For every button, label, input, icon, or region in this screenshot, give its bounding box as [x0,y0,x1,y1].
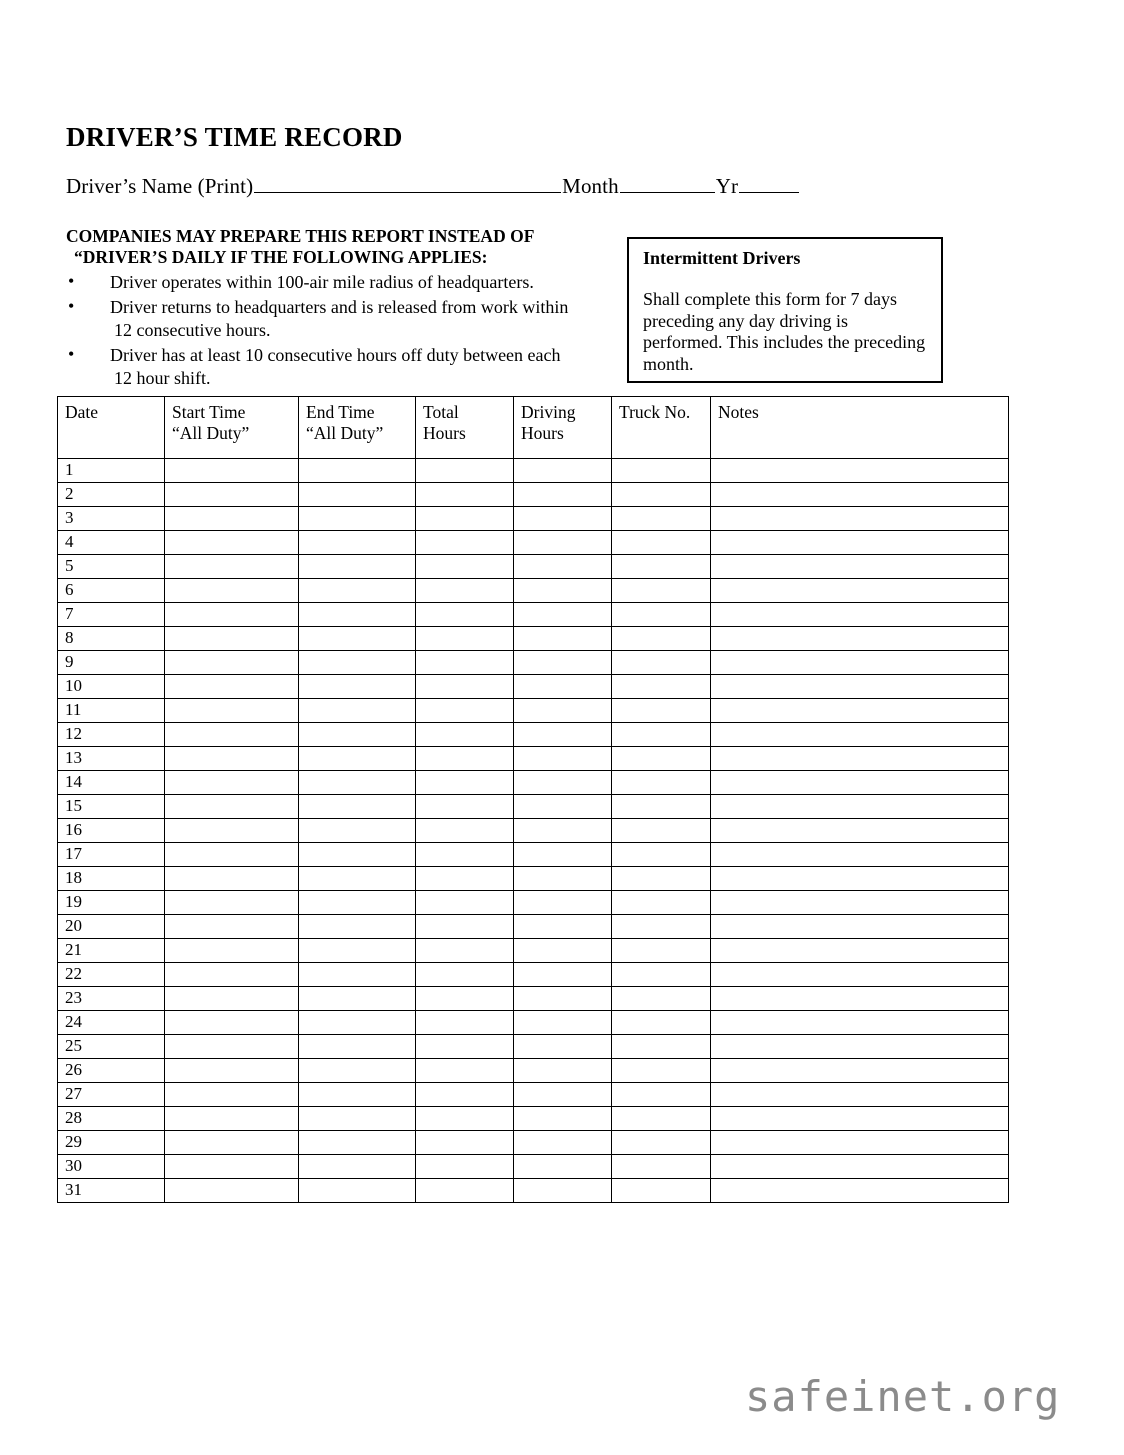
driving-hours-cell[interactable] [514,483,612,507]
driving-hours-cell[interactable] [514,939,612,963]
truck-no-cell[interactable] [612,939,711,963]
driving-hours-cell[interactable] [514,723,612,747]
bullet-text-line1: Driver operates within 100-air mile radius of headquarters. [110,272,534,292]
start-time-cell[interactable] [165,1059,299,1083]
total-hours-cell[interactable] [416,819,514,843]
column-header-sublabel: “All Duty” [172,423,250,443]
total-hours-cell[interactable] [416,1059,514,1083]
notes-cell[interactable] [711,939,1009,963]
truck-no-cell[interactable] [612,483,711,507]
intermittent-drivers-body: Shall complete this form for 7 days preceding any day driving is performed. This includes the preceding month. [643,289,926,374]
table-row [58,891,1009,915]
end-time-cell[interactable] [299,915,416,939]
truck-no-cell[interactable] [612,1011,711,1035]
start-time-cell[interactable] [165,579,299,603]
driving-hours-cell[interactable] [514,675,612,699]
driving-hours-cell[interactable] [514,579,612,603]
day-number-cell: 1 [58,459,165,483]
driving-hours-cell[interactable] [514,1131,612,1155]
total-hours-cell[interactable] [416,579,514,603]
table-row [58,723,1009,747]
start-time-cell[interactable] [165,1011,299,1035]
day-number-cell: 5 [58,555,165,579]
end-time-cell[interactable] [299,675,416,699]
list-item [66,271,596,295]
driving-hours-cell[interactable] [514,747,612,771]
table-row [58,819,1009,843]
truck-no-cell[interactable] [612,723,711,747]
total-hours-cell[interactable] [416,1179,514,1203]
bullet-text-line2: 12 hour shift. [114,368,211,388]
truck-no-cell[interactable] [612,1131,711,1155]
table-header [58,397,1009,459]
table-row [58,1011,1009,1035]
notes-cell[interactable] [711,819,1009,843]
end-time-cell[interactable] [299,459,416,483]
total-hours-cell[interactable] [416,1155,514,1179]
table-row [58,627,1009,651]
truck-no-cell[interactable] [612,1107,711,1131]
truck-no-cell[interactable] [612,459,711,483]
notice-heading-line1: COMPANIES MAY PREPARE THIS REPORT INSTEAD OF [66,226,535,246]
table-row [58,579,1009,603]
column-header-label: Driving [521,402,576,422]
truck-no-cell[interactable] [612,1155,711,1179]
start-time-cell[interactable] [165,795,299,819]
notes-cell[interactable] [711,555,1009,579]
notes-cell[interactable] [711,627,1009,651]
column-header-driving-hours [514,397,612,459]
table-row [58,1107,1009,1131]
end-time-cell[interactable] [299,1155,416,1179]
total-hours-cell[interactable] [416,939,514,963]
column-header-total-hours [416,397,514,459]
table-row [58,963,1009,987]
table-header-row [58,397,1009,459]
start-time-cell[interactable] [165,555,299,579]
day-number-cell: 26 [58,1059,165,1083]
table-row [58,507,1009,531]
total-hours-cell[interactable] [416,603,514,627]
start-time-cell[interactable] [165,939,299,963]
day-number-cell: 29 [58,1131,165,1155]
start-time-cell[interactable] [165,963,299,987]
total-hours-cell[interactable] [416,459,514,483]
notice-bullet-list [66,271,596,391]
table-row [58,675,1009,699]
total-hours-cell[interactable] [416,747,514,771]
notes-cell[interactable] [711,531,1009,555]
truck-no-cell[interactable] [612,627,711,651]
start-time-cell[interactable] [165,1131,299,1155]
notes-cell[interactable] [711,1059,1009,1083]
notes-cell[interactable] [711,507,1009,531]
total-hours-cell[interactable] [416,795,514,819]
column-header-label: Truck No. [619,402,691,422]
table-row [58,555,1009,579]
end-time-cell[interactable] [299,963,416,987]
end-time-cell[interactable] [299,603,416,627]
truck-no-cell[interactable] [612,651,711,675]
day-number-cell: 14 [58,771,165,795]
list-item [66,296,596,343]
column-header-truck-no [612,397,711,459]
end-time-cell[interactable] [299,1011,416,1035]
day-number-cell: 13 [58,747,165,771]
table-row [58,867,1009,891]
driving-hours-cell[interactable] [514,1179,612,1203]
bullet-text-line1: Driver has at least 10 consecutive hours off duty between each [110,344,561,365]
total-hours-cell[interactable] [416,675,514,699]
notes-cell[interactable] [711,1035,1009,1059]
end-time-cell[interactable] [299,747,416,771]
total-hours-cell[interactable] [416,963,514,987]
total-hours-cell[interactable] [416,483,514,507]
end-time-cell[interactable] [299,843,416,867]
column-header-sublabel: “All Duty” [306,423,384,443]
table-row [58,747,1009,771]
total-hours-cell[interactable] [416,651,514,675]
day-number-cell: 28 [58,1107,165,1131]
start-time-cell[interactable] [165,603,299,627]
total-hours-cell[interactable] [416,891,514,915]
notes-cell[interactable] [711,579,1009,603]
total-hours-cell[interactable] [416,1011,514,1035]
notes-cell[interactable] [711,747,1009,771]
start-time-cell[interactable] [165,1035,299,1059]
notes-cell[interactable] [711,987,1009,1011]
total-hours-cell[interactable] [416,987,514,1011]
end-time-cell[interactable] [299,1035,416,1059]
day-number-cell: 8 [58,627,165,651]
end-time-cell[interactable] [299,723,416,747]
table-row [58,795,1009,819]
total-hours-cell[interactable] [416,1035,514,1059]
day-number-cell: 10 [58,675,165,699]
start-time-cell[interactable] [165,1155,299,1179]
total-hours-cell[interactable] [416,771,514,795]
notes-cell[interactable] [711,651,1009,675]
driving-hours-cell[interactable] [514,867,612,891]
driving-hours-cell[interactable] [514,891,612,915]
driving-hours-cell[interactable] [514,819,612,843]
notes-cell[interactable] [711,843,1009,867]
driving-hours-cell[interactable] [514,843,612,867]
driving-hours-cell[interactable] [514,1035,612,1059]
start-time-cell[interactable] [165,891,299,915]
table-row [58,771,1009,795]
driving-hours-cell[interactable] [514,1083,612,1107]
day-number-cell: 18 [58,867,165,891]
intermittent-drivers-box [627,237,943,383]
start-time-cell[interactable] [165,915,299,939]
truck-no-cell[interactable] [612,531,711,555]
notes-cell[interactable] [711,867,1009,891]
month-blank[interactable] [620,172,715,193]
truck-no-cell[interactable] [612,843,711,867]
month-label: Month [562,173,619,198]
total-hours-cell[interactable] [416,555,514,579]
notes-cell[interactable] [711,771,1009,795]
end-time-cell[interactable] [299,1059,416,1083]
notes-cell[interactable] [711,483,1009,507]
start-time-cell[interactable] [165,675,299,699]
truck-no-cell[interactable] [612,1035,711,1059]
start-time-cell[interactable] [165,987,299,1011]
table-row [58,459,1009,483]
end-time-cell[interactable] [299,483,416,507]
total-hours-cell[interactable] [416,699,514,723]
notes-cell[interactable] [711,723,1009,747]
notice-heading [66,226,596,268]
truck-no-cell[interactable] [612,507,711,531]
bullet-text-line1: Driver returns to headquarters and is released from work within [110,296,569,317]
end-time-cell[interactable] [299,1083,416,1107]
driving-hours-cell[interactable] [514,603,612,627]
start-time-cell[interactable] [165,819,299,843]
truck-no-cell[interactable] [612,963,711,987]
table-row [58,1035,1009,1059]
day-number-cell: 7 [58,603,165,627]
column-header-label: End Time [306,402,375,422]
notes-cell[interactable] [711,1107,1009,1131]
start-time-cell[interactable] [165,651,299,675]
column-header-sublabel: Hours [423,423,466,443]
end-time-cell[interactable] [299,627,416,651]
day-number-cell: 6 [58,579,165,603]
end-time-cell[interactable] [299,531,416,555]
driving-hours-cell[interactable] [514,1155,612,1179]
truck-no-cell[interactable] [612,603,711,627]
driver-name-blank[interactable] [254,172,561,193]
end-time-cell[interactable] [299,1131,416,1155]
notes-cell[interactable] [711,699,1009,723]
notes-cell[interactable] [711,1131,1009,1155]
driving-hours-cell[interactable] [514,1059,612,1083]
driver-name-label: Driver’s Name (Print) [66,173,254,198]
driving-hours-cell[interactable] [514,699,612,723]
table-row [58,1155,1009,1179]
day-number-cell: 4 [58,531,165,555]
start-time-cell[interactable] [165,483,299,507]
total-hours-cell[interactable] [416,915,514,939]
start-time-cell[interactable] [165,1107,299,1131]
driving-hours-cell[interactable] [514,459,612,483]
start-time-cell[interactable] [165,1179,299,1203]
total-hours-cell[interactable] [416,1083,514,1107]
notice-heading-line2: “DRIVER’S DAILY IF THE FOLLOWING APPLIES: [74,247,488,267]
table-row [58,1131,1009,1155]
start-time-cell[interactable] [165,531,299,555]
end-time-cell[interactable] [299,891,416,915]
total-hours-cell[interactable] [416,723,514,747]
start-time-cell[interactable] [165,627,299,651]
notes-cell[interactable] [711,795,1009,819]
column-header-label: Date [65,402,99,422]
day-number-cell: 17 [58,843,165,867]
column-header-label: Start Time [172,402,246,422]
day-number-cell: 3 [58,507,165,531]
start-time-cell[interactable] [165,747,299,771]
driving-hours-cell[interactable] [514,795,612,819]
total-hours-cell[interactable] [416,531,514,555]
day-number-cell: 16 [58,819,165,843]
end-time-cell[interactable] [299,699,416,723]
day-number-cell: 23 [58,987,165,1011]
notes-cell[interactable] [711,1011,1009,1035]
end-time-cell[interactable] [299,795,416,819]
year-blank[interactable] [739,172,799,193]
day-number-cell: 20 [58,915,165,939]
day-number-cell: 27 [58,1083,165,1107]
truck-no-cell[interactable] [612,819,711,843]
driving-hours-cell[interactable] [514,531,612,555]
notes-cell[interactable] [711,1155,1009,1179]
end-time-cell[interactable] [299,579,416,603]
table-row [58,1059,1009,1083]
end-time-cell[interactable] [299,987,416,1011]
start-time-cell[interactable] [165,867,299,891]
table-row [58,531,1009,555]
truck-no-cell[interactable] [612,1179,711,1203]
truck-no-cell[interactable] [612,555,711,579]
notes-cell[interactable] [711,891,1009,915]
day-number-cell: 9 [58,651,165,675]
truck-no-cell[interactable] [612,987,711,1011]
start-time-cell[interactable] [165,699,299,723]
day-number-cell: 24 [58,1011,165,1035]
column-header-sublabel: Hours [521,423,564,443]
total-hours-cell[interactable] [416,507,514,531]
day-number-cell: 21 [58,939,165,963]
notes-cell[interactable] [711,915,1009,939]
column-header-start-time [165,397,299,459]
notes-cell[interactable] [711,963,1009,987]
driving-hours-cell[interactable] [514,1107,612,1131]
end-time-cell[interactable] [299,1179,416,1203]
truck-no-cell[interactable] [612,915,711,939]
eligibility-notice [66,226,596,392]
truck-no-cell[interactable] [612,747,711,771]
driving-hours-cell[interactable] [514,507,612,531]
driving-hours-cell[interactable] [514,987,612,1011]
end-time-cell[interactable] [299,651,416,675]
column-header-label: Total [423,402,459,422]
day-number-cell: 15 [58,795,165,819]
intermittent-drivers-title: Intermittent Drivers [643,248,801,268]
driving-hours-cell[interactable] [514,771,612,795]
table-row [58,843,1009,867]
truck-no-cell[interactable] [612,699,711,723]
total-hours-cell[interactable] [416,843,514,867]
day-number-cell: 11 [58,699,165,723]
day-number-cell: 12 [58,723,165,747]
notes-cell[interactable] [711,675,1009,699]
table-row [58,651,1009,675]
end-time-cell[interactable] [299,555,416,579]
end-time-cell[interactable] [299,867,416,891]
end-time-cell[interactable] [299,771,416,795]
start-time-cell[interactable] [165,771,299,795]
notes-cell[interactable] [711,603,1009,627]
time-record-table [57,396,1009,1203]
table-row [58,1083,1009,1107]
truck-no-cell[interactable] [612,675,711,699]
column-header-notes [711,397,1009,459]
start-time-cell[interactable] [165,459,299,483]
page-title: DRIVER’S TIME RECORD [66,122,403,153]
truck-no-cell[interactable] [612,795,711,819]
total-hours-cell[interactable] [416,1107,514,1131]
truck-no-cell[interactable] [612,891,711,915]
driving-hours-cell[interactable] [514,963,612,987]
driving-hours-cell[interactable] [514,555,612,579]
end-time-cell[interactable] [299,939,416,963]
truck-no-cell[interactable] [612,867,711,891]
end-time-cell[interactable] [299,507,416,531]
day-number-cell: 25 [58,1035,165,1059]
table-row [58,939,1009,963]
day-number-cell: 2 [58,483,165,507]
column-header-label: Notes [718,402,759,422]
total-hours-cell[interactable] [416,867,514,891]
start-time-cell[interactable] [165,723,299,747]
driving-hours-cell[interactable] [514,915,612,939]
notes-cell[interactable] [711,1179,1009,1203]
table-row [58,699,1009,723]
driving-hours-cell[interactable] [514,651,612,675]
day-number-cell: 30 [58,1155,165,1179]
table-row [58,603,1009,627]
truck-no-cell[interactable] [612,771,711,795]
truck-no-cell[interactable] [612,579,711,603]
year-label: Yr [715,173,739,198]
driver-name-month-year-line [66,172,800,199]
total-hours-cell[interactable] [416,627,514,651]
day-number-cell: 31 [58,1179,165,1203]
bullet-text-line2: 12 consecutive hours. [114,320,271,340]
table-row [58,1179,1009,1203]
list-item [66,344,596,391]
column-header-end-time [299,397,416,459]
end-time-cell[interactable] [299,1107,416,1131]
day-number-cell: 22 [58,963,165,987]
notes-cell[interactable] [711,1083,1009,1107]
start-time-cell[interactable] [165,1083,299,1107]
table-row [58,915,1009,939]
start-time-cell[interactable] [165,507,299,531]
day-number-cell: 19 [58,891,165,915]
truck-no-cell[interactable] [612,1083,711,1107]
table-row [58,987,1009,1011]
watermark: safeinet.org [745,1372,1061,1421]
truck-no-cell[interactable] [612,1059,711,1083]
total-hours-cell[interactable] [416,1131,514,1155]
end-time-cell[interactable] [299,819,416,843]
start-time-cell[interactable] [165,843,299,867]
table-body [58,459,1009,1203]
column-header-date [58,397,165,459]
driving-hours-cell[interactable] [514,627,612,651]
driving-hours-cell[interactable] [514,1011,612,1035]
notes-cell[interactable] [711,459,1009,483]
table-row [58,483,1009,507]
